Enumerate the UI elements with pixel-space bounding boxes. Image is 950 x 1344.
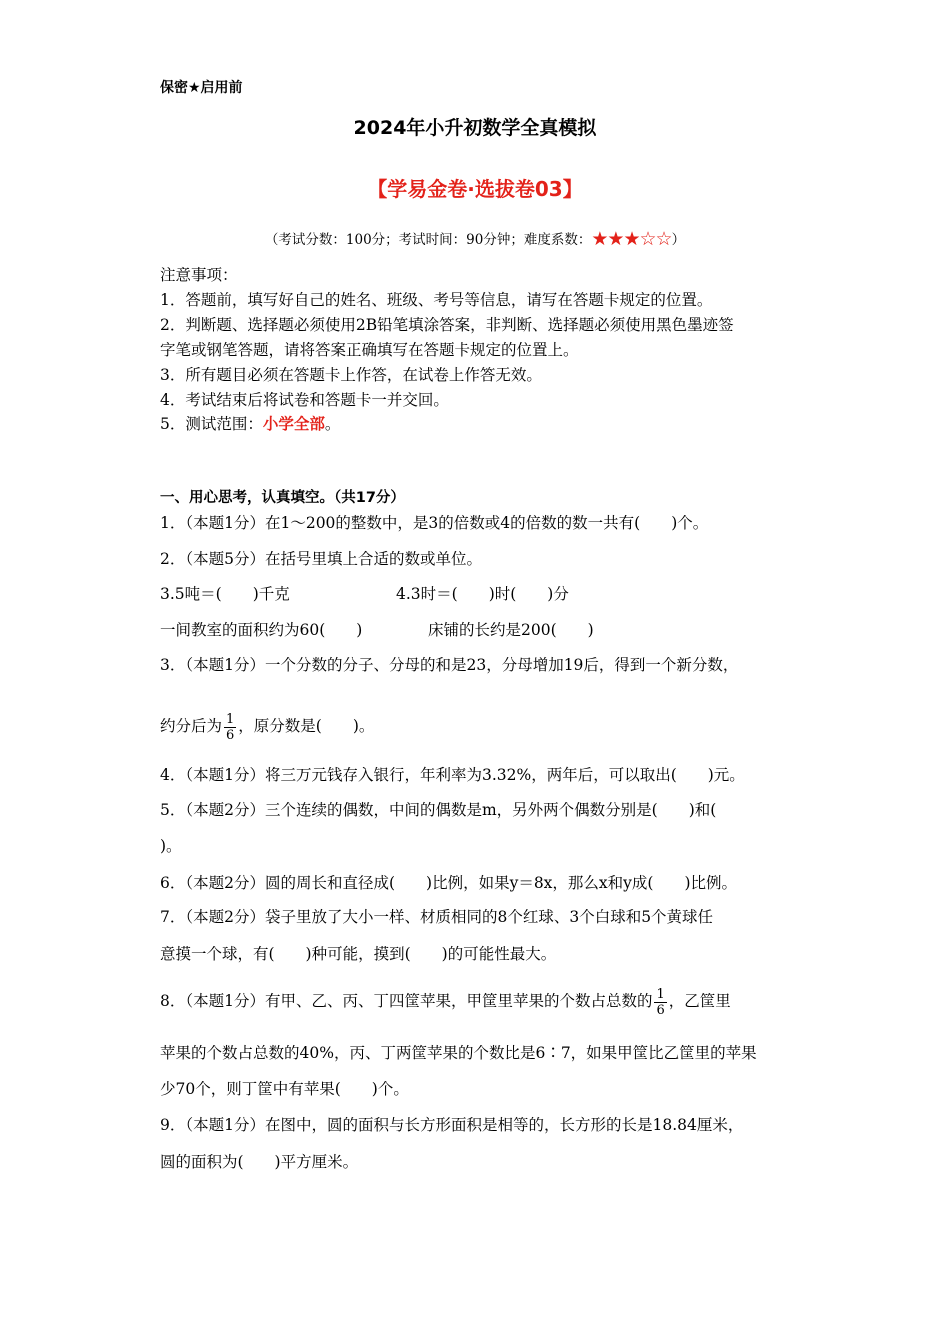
question-8a — [160, 977, 731, 1025]
difficulty-stars — [591, 228, 671, 250]
question-1: 1．（本题1分）在1～200的整数中，是3的倍数或4的倍数的数一共有( )个。 — [160, 514, 709, 532]
page-title: 2024年小升初数学全真模拟 — [353, 117, 597, 139]
fraction-one-sixth — [654, 987, 666, 1018]
question-6: 6．（本题2分）圆的周长和直径成( )比例，如果y＝8x，那么x和y成( )比例。 — [160, 874, 738, 892]
note-5-suffix: 。 — [324, 415, 341, 433]
confidential-label: 保密★启用前 — [160, 80, 243, 96]
question-5b: )。 — [160, 837, 182, 855]
test-scope: 小学全部 — [262, 414, 325, 433]
question-8c: 少70个，则丁筐中有苹果( )个。 — [160, 1080, 409, 1098]
question-3b — [160, 702, 374, 750]
question-8a-suffix: ，乙筐里 — [668, 992, 731, 1010]
star-filled-icon: ★ — [607, 228, 624, 250]
note-5 — [160, 414, 340, 434]
note-2b: 字笔或钢笔答题，请将答案正确填写在答题卡规定的位置上。 — [160, 341, 579, 359]
exam-info — [0, 228, 950, 250]
question-3b-prefix: 约分后为 — [160, 717, 223, 735]
note-4: 4．考试结束后将试卷和答题卡一并交回。 — [160, 391, 449, 409]
question-2-d: 床铺的长约是200( ) — [428, 621, 594, 639]
section-1-heading: 一、用心思考，认真填空。（共17分） — [160, 490, 405, 506]
fraction-numerator: 1 — [656, 986, 665, 1002]
fraction-numerator: 1 — [226, 711, 235, 727]
question-2-b: 4.3时＝( )时( )分 — [396, 585, 569, 603]
question-3b-suffix: ，原分数是( )。 — [238, 717, 375, 735]
question-2-c: 一间教室的面积约为60( ) — [160, 621, 363, 639]
exam-info-close: ） — [671, 232, 686, 248]
question-3a: 3．（本题1分）一个分数的分子、分母的和是23，分母增加19后，得到一个新分数， — [160, 656, 739, 674]
star-empty-icon: ☆ — [655, 228, 672, 250]
fraction-denominator: 6 — [656, 1002, 665, 1018]
note-3: 3．所有题目必须在答题卡上作答，在试卷上作答无效。 — [160, 366, 542, 384]
question-9b: 圆的面积为( )平方厘米。 — [160, 1153, 359, 1171]
question-5a: 5．（本题2分）三个连续的偶数，中间的偶数是m，另外两个偶数分别是( )和( — [160, 801, 717, 819]
notes-heading: 注意事项： — [160, 266, 238, 284]
question-2: 2．（本题5分）在括号里填上合适的数或单位。 — [160, 550, 482, 568]
exam-info-text: （考试分数：100分；考试时间：90分钟；难度系数： — [264, 232, 592, 248]
question-2-a: 3.5吨＝( )千克 — [160, 585, 290, 603]
page-subtitle: 【学易金卷·选拔卷03】 — [367, 177, 583, 201]
fraction-denominator: 6 — [226, 727, 235, 743]
question-4: 4．（本题1分）将三万元钱存入银行，年利率为3.32%，两年后，可以取出( )元。 — [160, 766, 745, 784]
note-1: 1．答题前，填写好自己的姓名、班级、考号等信息，请写在答题卡规定的位置。 — [160, 291, 713, 309]
star-empty-icon: ☆ — [639, 228, 656, 250]
note-2a: 2．判断题、选择题必须使用2B铅笔填涂答案，非判断、选择题必须使用黑色墨迹签 — [160, 316, 734, 334]
fraction-one-sixth — [224, 712, 236, 743]
question-7b: 意摸一个球，有( )种可能，摸到( )的可能性最大。 — [160, 945, 557, 963]
question-8b: 苹果的个数占总数的40%，丙、丁两筐苹果的个数比是6∶7，如果甲筐比乙筐里的苹果 — [160, 1044, 757, 1062]
question-8a-prefix: 8．（本题1分）有甲、乙、丙、丁四筐苹果，甲筐里苹果的个数占总数的 — [160, 992, 653, 1010]
star-filled-icon: ★ — [591, 228, 608, 250]
note-5-prefix: 5．测试范围： — [160, 415, 263, 433]
question-7a: 7．（本题2分）袋子里放了大小一样、材质相同的8个红球、3个白球和5个黄球任 — [160, 908, 714, 926]
star-filled-icon: ★ — [623, 228, 640, 250]
question-9a: 9．（本题1分）在图中，圆的面积与长方形面积是相等的，长方形的长是18.84厘米， — [160, 1116, 744, 1134]
